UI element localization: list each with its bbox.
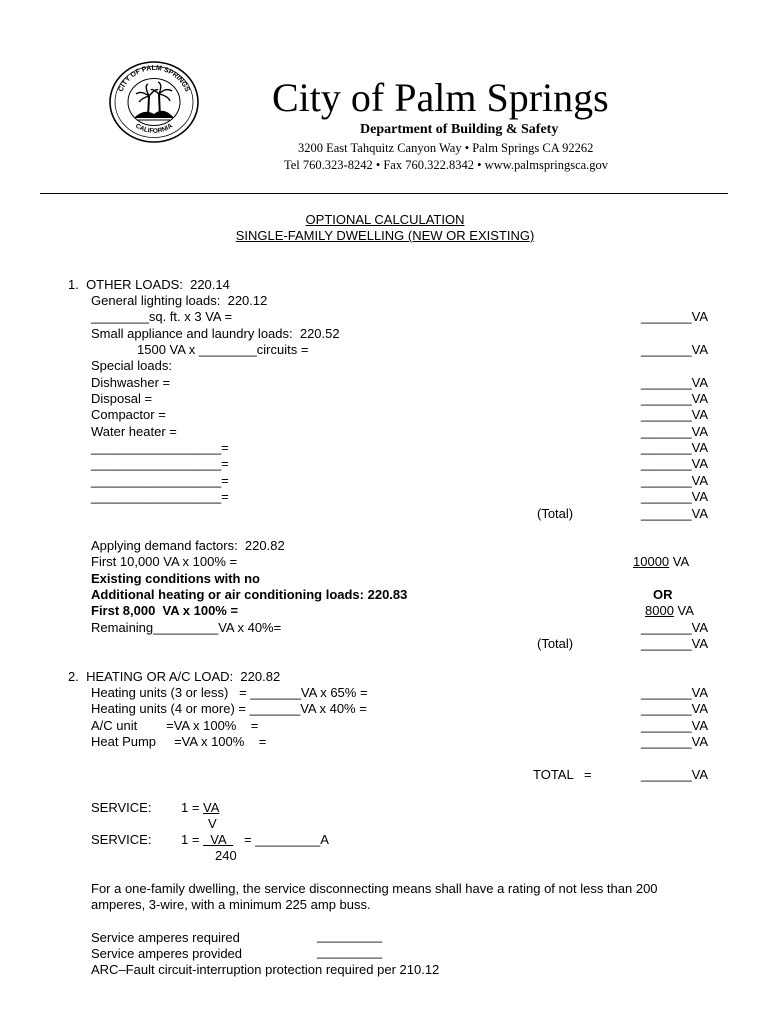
seal-text-bottom: CALIFORNIA xyxy=(134,122,174,135)
existing-conditions-line2: Additional heating or air conditioning loads: 220.83 xyxy=(91,587,408,602)
va-field-circuits: _______VA xyxy=(641,342,708,357)
header-divider xyxy=(40,193,728,194)
va-field-dishwasher: _______VA xyxy=(641,375,708,390)
general-lighting-label: General lighting loads: 220.12 xyxy=(91,293,268,308)
or-label: OR xyxy=(653,587,673,602)
first-8000-value xyxy=(645,603,694,619)
circuits-line: 1500 VA x ________circuits = xyxy=(137,342,309,357)
heading-single-family: SINGLE-FAMILY DWELLING (NEW OR EXISTING) xyxy=(235,228,535,243)
ac-unit-line: A/C unit =VA x 100% = xyxy=(91,718,259,733)
eq2-prefix: 1 = xyxy=(181,832,204,847)
heating-3-or-less: Heating units (3 or less) = _______VA x 65% = xyxy=(91,685,368,700)
eq1-numerator: VA xyxy=(203,800,220,815)
eq1-denominator: V xyxy=(208,816,217,831)
first-10000-value xyxy=(633,554,689,570)
va-field-remaining: _______VA xyxy=(641,620,708,635)
va-field-heating3: _______VA xyxy=(641,685,708,700)
service-label-1: SERVICE: xyxy=(91,800,152,815)
amperes-required-field: _________ xyxy=(317,928,383,943)
va-field-blank: _______VA xyxy=(641,473,708,488)
blank-load-line: __________________= xyxy=(91,489,229,504)
va-suffix: VA xyxy=(669,554,690,569)
va-field-disposal: _______VA xyxy=(641,391,708,406)
va-field-blank: _______VA xyxy=(641,456,708,471)
disposal-label: Disposal = xyxy=(91,391,153,406)
section-1-title: 1. OTHER LOADS: 220.14 xyxy=(68,277,230,292)
service-note-line1: For a one-family dwelling, the service disconnecting means shall have a rating of not less than 200 xyxy=(91,881,658,896)
va-field-total-2: _______VA xyxy=(641,636,708,651)
page-title: City of Palm Springs xyxy=(272,75,609,120)
total-label-2: (Total) xyxy=(537,636,574,651)
va-field-grand-total: _______VA xyxy=(641,767,708,782)
va-field-heat-pump: _______VA xyxy=(641,734,708,749)
service-note-line2: amperes, 3-wire, with a minimum 225 amp buss. xyxy=(91,897,371,912)
amperes-provided-label: Service amperes provided xyxy=(91,946,243,961)
service-label-2: SERVICE: xyxy=(91,832,152,847)
contact-line: Tel 760.323-8242 • Fax 760.322.8342 • www.palmspringsca.gov xyxy=(284,158,609,172)
first-8000-label: First 8,000 VA x 100% = xyxy=(91,603,239,618)
heat-pump-line: Heat Pump =VA x 100% = xyxy=(91,734,267,749)
grand-total-label: TOTAL = xyxy=(533,767,592,782)
va-field-water-heater: _______VA xyxy=(641,424,708,439)
va-field-blank: _______VA xyxy=(641,489,708,504)
va-field-heating4: _______VA xyxy=(641,701,708,716)
service-equation-2 xyxy=(181,832,329,848)
va-field-total: _______VA xyxy=(641,506,708,521)
dishwasher-label: Dishwasher = xyxy=(91,375,171,390)
va-field-compactor: _______VA xyxy=(641,407,708,422)
first-10000-label: First 10,000 VA x 100% = xyxy=(91,554,238,569)
blank-load-line: __________________= xyxy=(91,440,229,455)
seal-text-top: CITY OF PALM SPRINGS xyxy=(117,64,191,93)
demand-factors-label: Applying demand factors: 220.82 xyxy=(91,538,285,553)
first-10000-number: 10000 xyxy=(633,554,670,569)
va-field-ac: _______VA xyxy=(641,718,708,733)
department-name: Department of Building & Safety xyxy=(360,122,559,137)
section-2-title: 2. HEATING OR A/C LOAD: 220.82 xyxy=(68,669,281,684)
first-8000-number: 8000 xyxy=(645,603,674,618)
va-field-blank: _______VA xyxy=(641,440,708,455)
heating-4-or-more: Heating units (4 or more) = _______VA x 40% = xyxy=(91,701,367,716)
water-heater-label: Water heater = xyxy=(91,424,177,439)
va-suffix: VA xyxy=(673,603,694,618)
amperes-provided-field: _________ xyxy=(317,944,383,959)
svg-text:CALIFORNIA xyxy=(134,122,174,135)
special-loads-label: Special loads: xyxy=(91,358,172,373)
amperes-required-label: Service amperes required xyxy=(91,930,240,945)
city-seal-logo xyxy=(108,60,200,144)
blank-load-line: __________________= xyxy=(91,456,229,471)
blank-load-line: __________________= xyxy=(91,473,229,488)
eq2-numerator: VA xyxy=(203,832,234,847)
remaining-line: Remaining_________VA x 40%= xyxy=(91,620,282,635)
eq1-prefix: 1 = xyxy=(181,800,204,815)
total-label: (Total) xyxy=(537,506,574,521)
eq2-amps: = _________A xyxy=(233,832,329,847)
arc-fault-note: ARC–Fault circuit-interruption protection required per 210.12 xyxy=(91,962,440,977)
compactor-label: Compactor = xyxy=(91,407,166,422)
eq2-denominator: 240 xyxy=(215,848,237,863)
sqft-line: ________sq. ft. x 3 VA = xyxy=(91,309,233,324)
service-equation-1 xyxy=(181,800,219,816)
heading-optional-calculation: OPTIONAL CALCULATION xyxy=(305,212,465,227)
address-line: 3200 East Tahquitz Canyon Way • Palm Springs CA 92262 xyxy=(298,141,594,155)
small-appliance-label: Small appliance and laundry loads: 220.52 xyxy=(91,326,340,341)
existing-conditions-line1: Existing conditions with no xyxy=(91,571,260,586)
va-field-sqft: _______VA xyxy=(641,309,708,324)
